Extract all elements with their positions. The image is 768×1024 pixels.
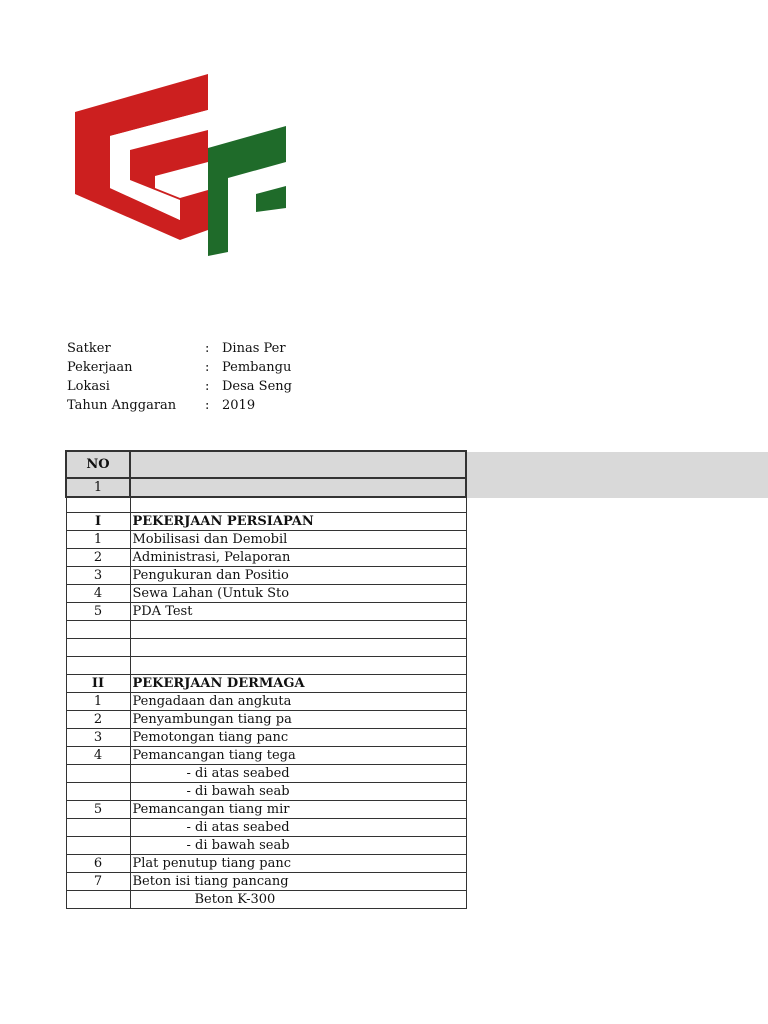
table-gap-row — [66, 497, 466, 513]
table-row — [66, 711, 466, 729]
table-row — [66, 891, 466, 909]
row-description: Plat penutup tiang panc — [130, 855, 466, 873]
info-value: Dinas Per — [222, 341, 286, 356]
info-colon: : — [205, 360, 210, 375]
table-cell — [130, 497, 466, 513]
table-cell — [66, 497, 130, 513]
row-number — [66, 819, 130, 837]
table-row — [66, 639, 466, 657]
row-description — [130, 621, 466, 639]
table-row — [66, 783, 466, 801]
row-number: 3 — [66, 729, 130, 747]
info-value: 2019 — [222, 398, 256, 413]
header-number: 1 — [66, 478, 130, 497]
row-description: PEKERJAAN PERSIAPAN — [130, 513, 466, 531]
info-label: Tahun Anggaran — [67, 398, 177, 413]
table-row — [66, 801, 466, 819]
row-description: Beton K-300 — [130, 891, 466, 909]
table-row — [66, 873, 466, 891]
row-description: - di bawah seab — [130, 837, 466, 855]
row-description: Pemancangan tiang tega — [130, 747, 466, 765]
row-description: Pengadaan dan angkuta — [130, 693, 466, 711]
table-row — [66, 747, 466, 765]
row-number: 2 — [66, 711, 130, 729]
row-number: 1 — [66, 693, 130, 711]
info-label: Satker — [67, 341, 111, 356]
row-number — [66, 837, 130, 855]
row-number: II — [66, 675, 130, 693]
table-row — [66, 855, 466, 873]
table-header-row — [66, 451, 466, 478]
info-colon: : — [205, 379, 210, 394]
row-description: Pemancangan tiang mir — [130, 801, 466, 819]
header-desc — [130, 451, 466, 478]
row-number — [66, 621, 130, 639]
row-description: - di bawah seab — [130, 783, 466, 801]
row-description: PEKERJAAN DERMAGA — [130, 675, 466, 693]
row-description: Sewa Lahan (Untuk Sto — [130, 585, 466, 603]
info-label: Lokasi — [67, 379, 110, 394]
company-logo — [60, 70, 286, 260]
table-row — [66, 567, 466, 585]
table-row — [66, 819, 466, 837]
info-row-lokasi — [67, 377, 292, 396]
table-row — [66, 585, 466, 603]
row-description: - di atas seabed — [130, 819, 466, 837]
row-description: Pengukuran dan Positio — [130, 567, 466, 585]
info-row-satker — [67, 339, 286, 358]
row-description: PDA Test — [130, 603, 466, 621]
info-colon: : — [205, 341, 210, 356]
row-number — [66, 765, 130, 783]
row-number: 3 — [66, 567, 130, 585]
info-label: Pekerjaan — [67, 360, 133, 375]
info-value: Desa Seng — [222, 379, 292, 394]
row-description: Mobilisasi dan Demobil — [130, 531, 466, 549]
row-number — [66, 783, 130, 801]
table-row — [66, 765, 466, 783]
info-value: Pembangu — [222, 360, 292, 375]
info-colon: : — [205, 398, 210, 413]
row-number: I — [66, 513, 130, 531]
row-number: 5 — [66, 603, 130, 621]
header-number-desc — [130, 478, 466, 497]
table-row — [66, 549, 466, 567]
info-row-tahun-anggaran — [67, 396, 286, 415]
table-number-row — [66, 478, 466, 497]
row-description — [130, 639, 466, 657]
row-description — [130, 657, 466, 675]
row-number — [66, 891, 130, 909]
table-row — [66, 693, 466, 711]
table-row — [66, 657, 466, 675]
boq-table — [65, 450, 467, 909]
row-number: 7 — [66, 873, 130, 891]
table-row — [66, 675, 466, 693]
row-description: Penyambungan tiang pa — [130, 711, 466, 729]
row-number — [66, 639, 130, 657]
row-number: 2 — [66, 549, 130, 567]
row-description: Beton isi tiang pancang — [130, 873, 466, 891]
row-number: 4 — [66, 747, 130, 765]
row-description: - di atas seabed — [130, 765, 466, 783]
table-row — [66, 729, 466, 747]
logo-icon — [60, 70, 286, 260]
row-description: Administrasi, Pelaporan — [130, 549, 466, 567]
blank-area — [286, 0, 768, 452]
row-number: 1 — [66, 531, 130, 549]
header-no: NO — [66, 451, 130, 478]
row-description: Pemotongan tiang panc — [130, 729, 466, 747]
table-row — [66, 621, 466, 639]
info-row-pekerjaan — [67, 358, 292, 377]
table-row — [66, 513, 466, 531]
table-row — [66, 531, 466, 549]
project-info — [67, 339, 292, 415]
boq-table-wrapper — [65, 450, 314, 940]
row-number — [66, 657, 130, 675]
row-number: 6 — [66, 855, 130, 873]
row-number: 5 — [66, 801, 130, 819]
row-number: 4 — [66, 585, 130, 603]
table-row — [66, 837, 466, 855]
table-row — [66, 603, 466, 621]
